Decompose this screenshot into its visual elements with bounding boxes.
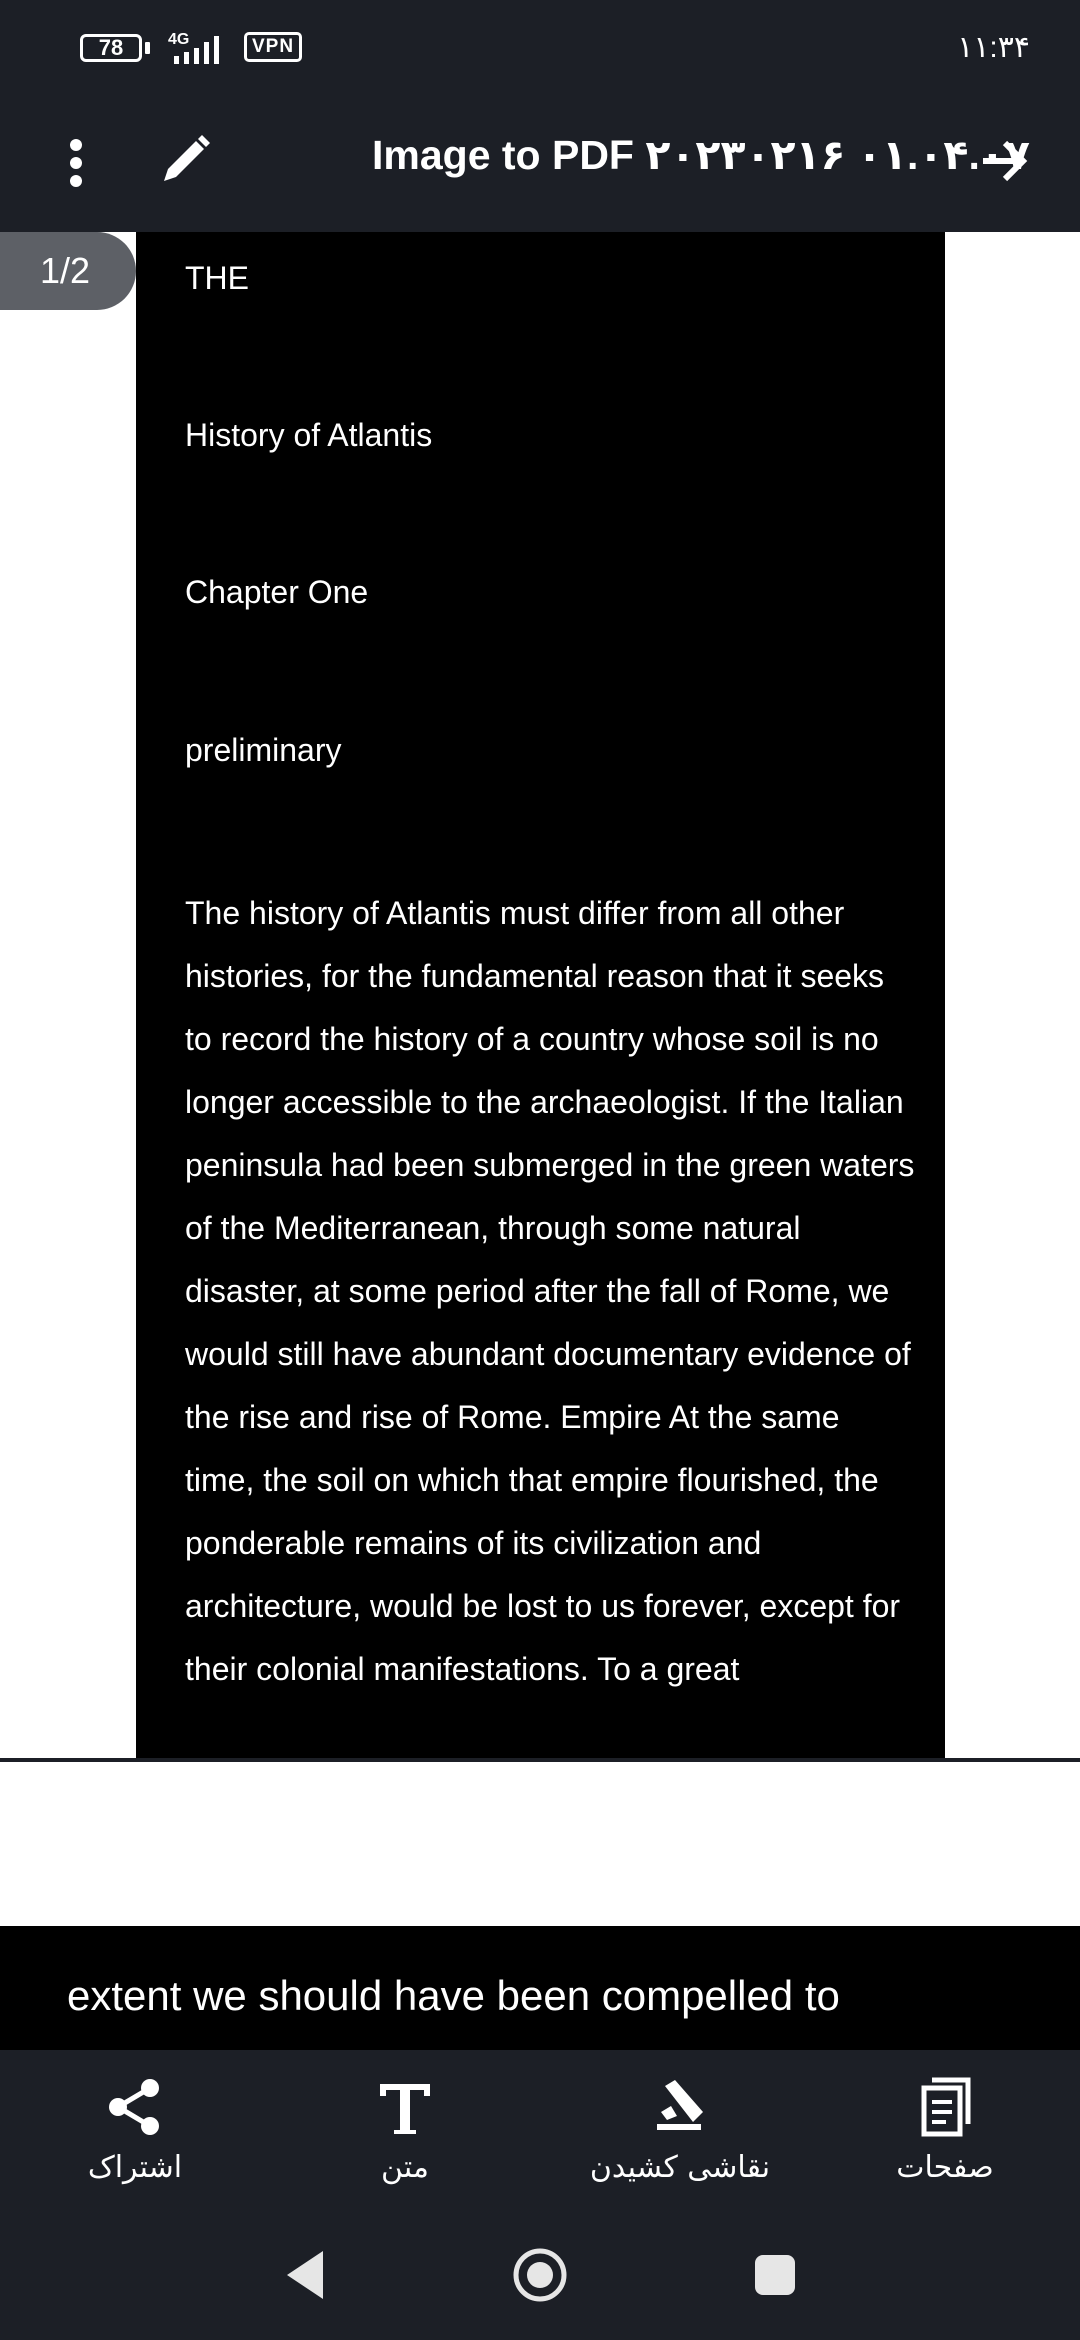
draw-button[interactable] (560, 2050, 800, 2210)
nav-home-button[interactable] (510, 2245, 570, 2305)
edit-button[interactable] (158, 131, 214, 191)
page-paragraph: The history of Atlantis must differ from all other histories, for the fundamental reason that it seeks to record the history of a country whose soil is no longer accessible to the archaeologist. If the Italian peninsula had been submerged in the green waters of the Mediterranean, through some natural disaster, at some period after the fall of Rome, we would still have abundant documentary evidence of the rise and rise of Rome. Empire At the same time, the soil on which that empire flourished, the ponderable remains of its civilization and architecture, would be lost to us forever, except for their colonial manifestations. To a great (185, 895, 915, 1687)
document-title: Image to PDF ۲۰۲۳۰۲۱۶ ۰۱.۰۴.۰۷ (372, 132, 1030, 178)
pdf-viewer[interactable] (0, 232, 1080, 1758)
forward-button[interactable] (975, 131, 1035, 191)
svg-text:4G: 4G (168, 31, 190, 48)
bottom-toolbar (0, 2050, 1080, 2210)
nav-back-button[interactable] (275, 2245, 335, 2305)
back-triangle-icon (275, 2245, 335, 2305)
status-bar (0, 0, 1080, 95)
pages-label: صفحات (896, 2150, 994, 2185)
text-button[interactable] (310, 2050, 500, 2210)
vpn-badge: VPN (244, 32, 302, 62)
page-line-preliminary: preliminary (185, 732, 342, 768)
page-line-the: THE (185, 260, 249, 296)
status-time: ۱۱:۳۴ (957, 31, 1030, 64)
more-options-button[interactable] (58, 133, 98, 193)
text-label: متن (381, 2150, 429, 2185)
viewer-divider (0, 1758, 1080, 1762)
app-bar (0, 95, 1080, 232)
share-label: اشتراک (87, 2150, 183, 2185)
pdf-page[interactable] (136, 232, 945, 1758)
pages-button[interactable] (850, 2050, 1040, 2210)
pages-icon (910, 2072, 980, 2142)
system-nav-bar (0, 2210, 1080, 2340)
pencil-icon (158, 131, 214, 191)
more-vert-icon (58, 133, 98, 193)
reading-subtitle-bar (0, 1926, 1080, 2050)
share-icon (100, 2072, 170, 2142)
share-button[interactable] (40, 2050, 230, 2210)
home-circle-icon (510, 2245, 570, 2305)
signal-icon (166, 30, 236, 66)
page-line-title: History of Atlantis (185, 417, 433, 453)
text-icon (370, 2072, 440, 2142)
page-line-chapter: Chapter One (185, 574, 369, 610)
subtitle-text: extent we should have been compelled to (67, 1972, 840, 2019)
draw-label: نقاشی کشیدن (589, 2150, 771, 2185)
recents-square-icon (745, 2245, 805, 2305)
nav-recents-button[interactable] (745, 2245, 805, 2305)
page-counter: 1/2 (0, 232, 136, 310)
draw-icon (645, 2072, 715, 2142)
arrow-forward-icon (975, 131, 1035, 191)
battery-tip (145, 42, 150, 54)
battery-icon: 78 (80, 34, 142, 62)
